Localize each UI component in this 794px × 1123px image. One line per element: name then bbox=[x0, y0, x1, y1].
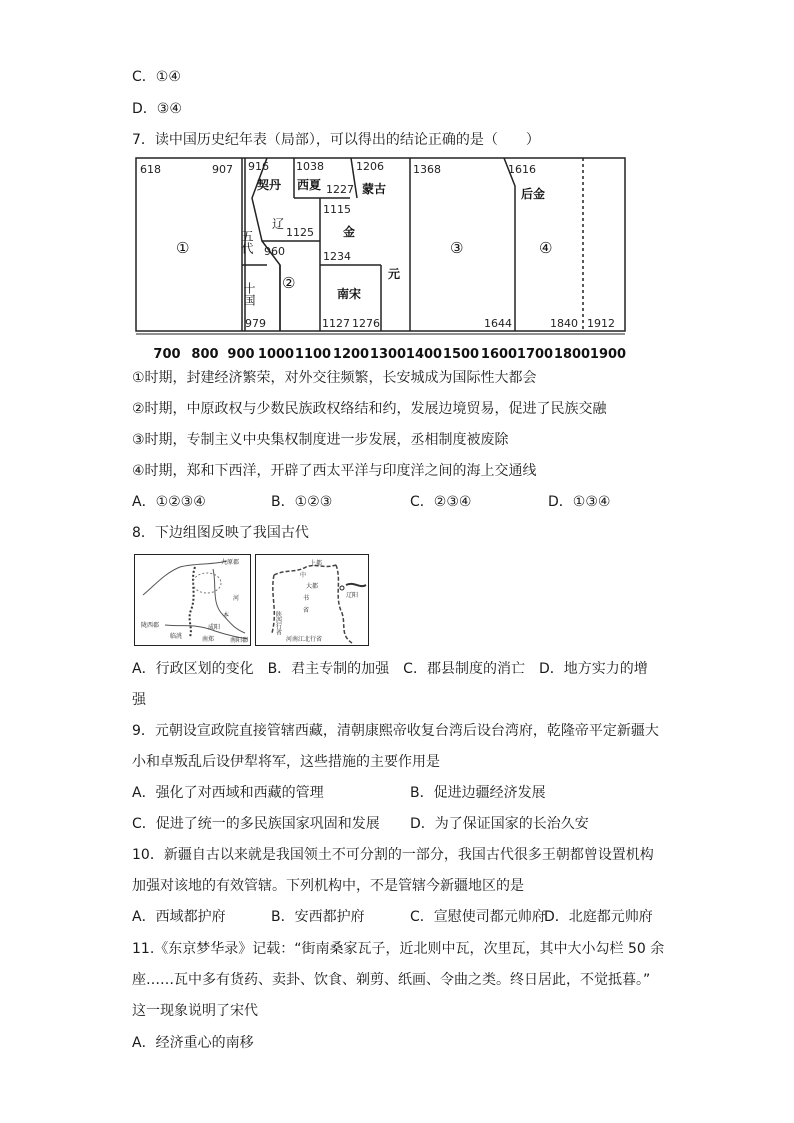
q7-option-c: C．②③④ bbox=[410, 494, 472, 510]
period-3: ③ bbox=[450, 239, 464, 257]
year-1206: 1206 bbox=[356, 160, 384, 173]
statement-3: ③时期，专制主义中央集权制度进一步发展，丞相制度被废除 bbox=[132, 432, 509, 448]
qin-map bbox=[134, 554, 251, 646]
year-618: 618 bbox=[140, 163, 161, 176]
map1-label-lintao: 临洮 bbox=[170, 633, 183, 640]
statement-1: ①时期，封建经济繁荣，对外交往频繁，长安城成为国际性大都会 bbox=[132, 370, 537, 386]
period-wudai: 五代 bbox=[240, 230, 254, 254]
period-shiguo: 十国 bbox=[242, 282, 256, 306]
map1-label-ben: 本 bbox=[223, 612, 230, 619]
year-979: 979 bbox=[245, 317, 266, 330]
period-houjin: 后金 bbox=[521, 187, 546, 201]
tick-1900: 1900 bbox=[589, 347, 627, 362]
q9-option-d: D．为了保证国家的长治久安 bbox=[410, 816, 589, 832]
map2-label-dadu: 大都 bbox=[306, 583, 319, 590]
period-4: ④ bbox=[539, 239, 553, 257]
q10-option-b: B．安西都护府 bbox=[271, 909, 365, 925]
map1-label-he: 河 bbox=[233, 595, 240, 602]
year-1234: 1234 bbox=[323, 250, 351, 263]
q7-option-b: B．①②③ bbox=[271, 494, 333, 510]
statement-4: ④时期，郑和下西洋，开辟了西太平洋与印度洋之间的海上交通线 bbox=[132, 463, 537, 479]
question-9-stem-line2: 小和卓叛乱后设伊犁将军，这些措施的主要作用是 bbox=[132, 754, 440, 770]
tick-800: 800 bbox=[191, 347, 219, 362]
tick-1300: 1300 bbox=[369, 347, 407, 362]
tick-1800: 1800 bbox=[553, 347, 591, 362]
period-2: ② bbox=[282, 274, 296, 292]
year-1276: 1276 bbox=[352, 317, 380, 330]
tick-1700: 1700 bbox=[516, 347, 554, 362]
question-11-stem-line2: 座……瓦中多有货药、卖卦、饮食、剃剪、纸画、令曲之类。终日居此，不觉抵暮。” bbox=[132, 972, 651, 988]
question-10-stem-line1: 10．新疆自古以来就是我国领土不可分割的一部分，我国古代很多王朝都曾设置机构 bbox=[132, 847, 654, 863]
map1-label-nanyang: 南阳郡 bbox=[230, 637, 249, 644]
year-1127: 1127 bbox=[322, 317, 350, 330]
year-1115: 1115 bbox=[323, 203, 351, 216]
period-nansong: 南宋 bbox=[337, 287, 362, 301]
tick-1000: 1000 bbox=[257, 347, 295, 362]
year-1227: 1227 bbox=[326, 183, 354, 196]
year-1368: 1368 bbox=[413, 163, 441, 176]
map1-label-nanzheng: 南郑 bbox=[202, 636, 215, 643]
q8-options-line2: 强 bbox=[132, 692, 146, 708]
statement-2: ②时期，中原政权与少数民族政权络结和约，发展边境贸易，促进了民族交融 bbox=[132, 401, 607, 417]
period-1: ① bbox=[176, 239, 190, 257]
period-yuan: 元 bbox=[388, 267, 401, 281]
year-1644: 1644 bbox=[484, 317, 512, 330]
period-liao: 辽 bbox=[272, 217, 285, 231]
question-7-stem: 7．读中国历史纪年表（局部），可以得出的结论正确的是（ ） bbox=[132, 132, 540, 148]
q10-option-a: A．西域都护府 bbox=[132, 909, 226, 925]
option-d: D．③④ bbox=[132, 101, 182, 117]
period-menggu: 蒙古 bbox=[362, 182, 387, 196]
tick-900: 900 bbox=[227, 347, 255, 362]
year-1038: 1038 bbox=[296, 160, 324, 173]
year-916: 916 bbox=[248, 160, 269, 173]
q9-option-c: C．促进了统一的多民族国家巩固和发展 bbox=[132, 816, 380, 832]
tick-1400: 1400 bbox=[405, 347, 443, 362]
period-xixia: 西夏 bbox=[297, 178, 322, 192]
map1-label-jiuyuan: 九原郡 bbox=[221, 559, 240, 566]
map2-label-shaanxi: 陕西行省 bbox=[274, 611, 282, 635]
tick-1500: 1500 bbox=[442, 347, 480, 362]
tick-700: 700 bbox=[153, 347, 181, 362]
map2-label-zhong: 中 bbox=[300, 572, 307, 579]
q8-options-line1: A．行政区划的变化 B．君主专制的加强 C．郡县制度的消亡 D．地方实力的增 bbox=[132, 661, 648, 677]
year-1840: 1840 bbox=[550, 317, 578, 330]
tick-1600: 1600 bbox=[480, 347, 518, 362]
q9-option-a: A．强化了对西域和西藏的管理 bbox=[132, 785, 324, 801]
question-11-stem-line1: 11.《东京梦华录》记载：“街南桑家瓦子，近北则中瓦，次里瓦，其中大小勾栏 50 余 bbox=[132, 941, 665, 957]
option-c: C．①④ bbox=[132, 69, 181, 85]
map1-label-longxi: 陇西郡 bbox=[141, 622, 160, 629]
map2-label-sheng: 省 bbox=[303, 607, 310, 614]
year-1125: 1125 bbox=[286, 226, 314, 239]
q9-option-b: B．促进边疆经济发展 bbox=[410, 785, 546, 801]
year-907: 907 bbox=[212, 163, 233, 176]
tick-1200: 1200 bbox=[332, 347, 370, 362]
chronology-chart bbox=[130, 156, 630, 364]
yuan-map bbox=[255, 554, 369, 646]
map2-label-henan: 河南江北行省 bbox=[286, 636, 323, 643]
period-jin: 金 bbox=[343, 225, 356, 239]
year-960: 960 bbox=[264, 245, 285, 258]
q10-option-d: D．北庭都元帅府 bbox=[544, 909, 653, 925]
year-1912: 1912 bbox=[587, 317, 615, 330]
q11-option-a: A．经济重心的南移 bbox=[132, 1035, 254, 1051]
map2-label-shu: 书 bbox=[303, 595, 310, 602]
q10-option-c: C．宣慰使司都元帅府 bbox=[410, 909, 546, 925]
map2-label-liaoyang: 辽阳 bbox=[346, 592, 359, 599]
q7-option-d: D．①③④ bbox=[548, 494, 611, 510]
map1-label-xianyang: 成阳 bbox=[208, 624, 221, 631]
map2-label-shangdu: 上都 bbox=[310, 560, 323, 567]
tick-1100: 1100 bbox=[294, 347, 332, 362]
q7-option-a: A．①②③④ bbox=[132, 494, 206, 510]
question-10-stem-line2: 加强对该地的有效管辖。下列机构中，不是管辖今新疆地区的是 bbox=[132, 878, 524, 894]
question-8-stem: 8．下边组图反映了我国古代 bbox=[132, 525, 309, 541]
question-9-stem-line1: 9．元朝设宣政院直接管辖西藏，清朝康熙帝收复台湾后设台湾府，乾隆帝平定新疆大 bbox=[132, 723, 659, 739]
period-qidan: 契丹 bbox=[257, 178, 282, 192]
question-11-stem-line3: 这一现象说明了宋代 bbox=[132, 1003, 258, 1019]
year-1616: 1616 bbox=[508, 163, 536, 176]
